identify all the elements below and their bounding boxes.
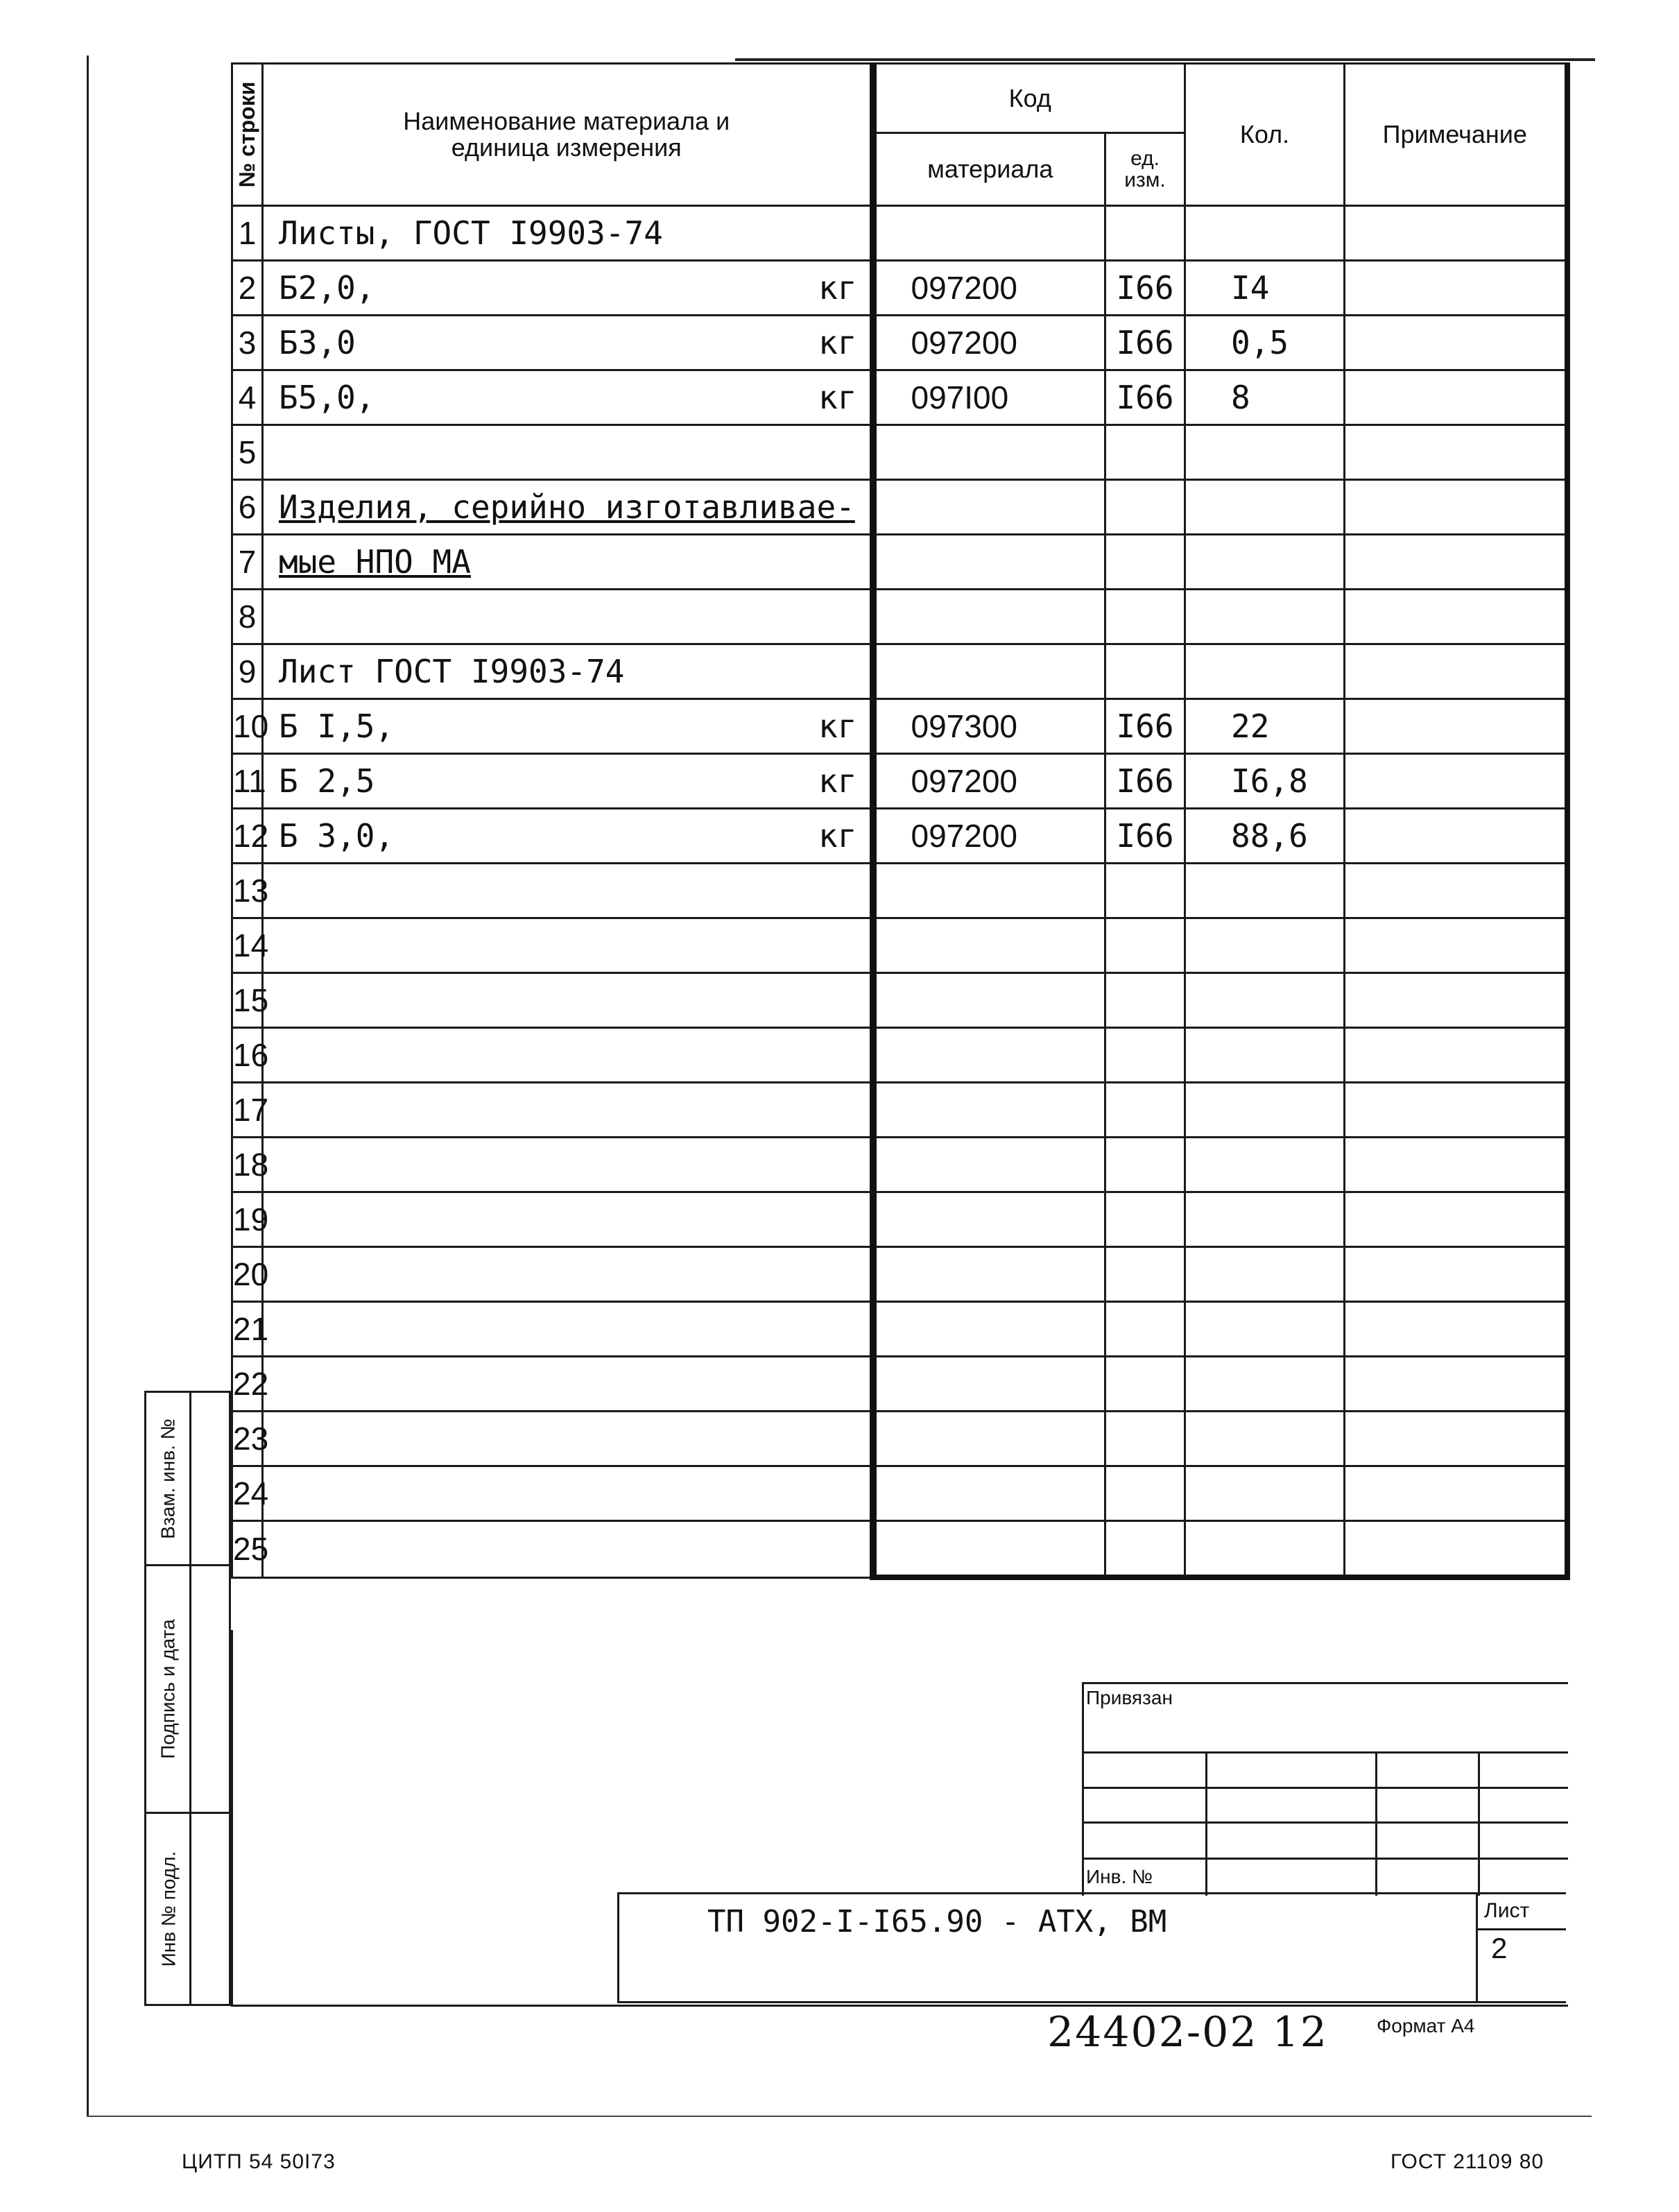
unit-code [1105,918,1185,973]
material-code [873,1083,1105,1138]
note [1345,1247,1567,1302]
unit-code [1105,1466,1185,1521]
table-row [232,754,1567,809]
row-number: 17 [232,1083,263,1138]
quantity: 88,6 [1185,809,1345,864]
unit-kg: кг [818,762,857,800]
table-row [232,1412,1567,1466]
material-code [873,1466,1105,1521]
note [1345,644,1567,699]
material-code: 097300 [873,699,1105,754]
material-name-cell [263,1247,873,1302]
quantity [1185,206,1345,261]
note [1345,699,1567,754]
table-row [232,809,1567,864]
unit-kg: кг [818,269,857,307]
note [1345,1521,1567,1578]
quantity [1185,1302,1345,1357]
unit-code [1105,590,1185,644]
quantity [1185,1521,1345,1578]
material-name-cell [263,1466,873,1521]
header-code: Код [873,64,1185,133]
frame-bottom-line [87,2116,1592,2117]
table-row [232,480,1567,535]
row-number: 24 [232,1466,263,1521]
material-name-cell [263,1028,873,1083]
quantity [1185,1357,1345,1412]
header-note: Примечание [1345,64,1567,206]
material-name-cell [263,1357,873,1412]
material-name-cell [263,1138,873,1192]
frame-top-line [735,58,1595,61]
stamp-inv-original: Инв № подл. [144,1812,231,2006]
material-name-cell [263,973,873,1028]
row-number: 21 [232,1302,263,1357]
row-number: 14 [232,918,263,973]
title-block-grid [1082,1682,1568,1896]
note [1345,1192,1567,1247]
material-code [873,425,1105,480]
table-row [232,973,1567,1028]
material-name: мые НПО МА [279,543,471,581]
unit-code [1105,425,1185,480]
material-name: Б2,0, [279,269,375,307]
row-number: 8 [232,590,263,644]
unit-kg: кг [818,708,857,745]
table-row [232,206,1567,261]
table-row [232,425,1567,480]
unit-code: I66 [1105,316,1185,370]
quantity [1185,1412,1345,1466]
material-name-cell [263,699,873,754]
table-row [232,316,1567,370]
handwritten-number: 24402-02 12 [1047,2008,1328,2057]
material-code [873,864,1105,918]
unit-code: I66 [1105,754,1185,809]
material-code [873,590,1105,644]
table-row [232,864,1567,918]
material-name-cell [263,644,873,699]
note [1345,1357,1567,1412]
unit-code: I66 [1105,261,1185,316]
unit-code: I66 [1105,699,1185,754]
unit-code [1105,1302,1185,1357]
note [1345,425,1567,480]
material-code: 097200 [873,316,1105,370]
unit-kg: кг [818,379,857,416]
material-name: Б 3,0, [279,817,395,855]
quantity [1185,1138,1345,1192]
material-name-cell [263,1302,873,1357]
unit-code [1105,480,1185,535]
note [1345,1302,1567,1357]
quantity [1185,590,1345,644]
table-row [232,644,1567,699]
material-code: 097200 [873,261,1105,316]
row-number: 11 [232,754,263,809]
header-unit-code: ед. изм. [1105,133,1185,206]
material-code [873,206,1105,261]
material-code [873,1028,1105,1083]
table-row [232,1138,1567,1192]
material-code [873,644,1105,699]
materials-table [231,62,1570,1580]
note [1345,535,1567,590]
note [1345,1028,1567,1083]
material-code: 097200 [873,809,1105,864]
quantity [1185,1083,1345,1138]
material-code [873,918,1105,973]
note [1345,918,1567,973]
unit-code: I66 [1105,809,1185,864]
row-number: 25 [232,1521,263,1578]
material-name-cell [263,535,873,590]
quantity [1185,864,1345,918]
material-name: Б 2,5 [279,762,375,800]
note [1345,206,1567,261]
quantity [1185,1192,1345,1247]
unit-code [1105,864,1185,918]
material-code [873,480,1105,535]
sheet-number: 2 [1491,1932,1508,1964]
row-number: 12 [232,809,263,864]
row-number: 1 [232,206,263,261]
row-number: 7 [232,535,263,590]
header-qty: Кол. [1185,64,1345,206]
table-row [232,918,1567,973]
quantity: I6,8 [1185,754,1345,809]
material-name-cell [263,206,873,261]
header-material-name: Наименование материала и единица измерения [263,64,873,206]
unit-code [1105,535,1185,590]
note [1345,754,1567,809]
table-row [232,1302,1567,1357]
note [1345,370,1567,425]
material-name: Лист ГОСТ I9903-74 [279,653,625,690]
material-name: Б I,5, [279,708,395,745]
material-name-cell [263,864,873,918]
note [1345,809,1567,864]
quantity [1185,1028,1345,1083]
note [1345,1466,1567,1521]
unit-code [1105,1083,1185,1138]
note [1345,261,1567,316]
material-name-cell [263,370,873,425]
material-name-cell [263,809,873,864]
note [1345,973,1567,1028]
format-label: Формат А4 [1377,2015,1475,2037]
unit-code [1105,1192,1185,1247]
unit-code [1105,973,1185,1028]
unit-code [1105,1412,1185,1466]
footer-left-code: ЦИТП 54 50I73 [182,2150,336,2173]
unit-kg: кг [818,324,857,361]
material-name-cell [263,1083,873,1138]
linked-label: Привязан [1086,1687,1173,1708]
material-code [873,1412,1105,1466]
stamp-signature-date: Подпись и дата [144,1564,231,1814]
note [1345,316,1567,370]
material-code [873,1138,1105,1192]
quantity: 8 [1185,370,1345,425]
row-number: 18 [232,1138,263,1192]
row-number: 3 [232,316,263,370]
material-name-cell [263,1521,873,1578]
table-row [232,261,1567,316]
material-code [873,1521,1105,1578]
quantity [1185,644,1345,699]
material-name-cell [263,1412,873,1466]
material-name-cell [263,918,873,973]
material-name-cell [263,316,873,370]
row-number: 22 [232,1357,263,1412]
quantity [1185,535,1345,590]
material-code: 097200 [873,754,1105,809]
unit-code [1105,1247,1185,1302]
material-name-cell [263,590,873,644]
material-name-cell [263,480,873,535]
material-code [873,535,1105,590]
unit-code [1105,1521,1185,1578]
unit-code: I66 [1105,370,1185,425]
table-row [232,1466,1567,1521]
sheet-label: Лист [1484,1899,1530,1922]
header-material-code: материала [873,133,1105,206]
material-code [873,1247,1105,1302]
unit-kg: кг [818,817,857,855]
row-number: 2 [232,261,263,316]
unit-code [1105,1138,1185,1192]
unit-code [1105,1357,1185,1412]
table-row [232,1357,1567,1412]
note [1345,864,1567,918]
material-code [873,1192,1105,1247]
note [1345,1138,1567,1192]
row-number: 5 [232,425,263,480]
material-code [873,1357,1105,1412]
table-row [232,590,1567,644]
material-name: Листы, ГОСТ I9903-74 [279,214,663,252]
inv-number-label: Инв. № [1086,1866,1153,1887]
material-name: Б3,0 [279,324,356,361]
unit-code [1105,206,1185,261]
table-row [232,1247,1567,1302]
unit-code [1105,644,1185,699]
row-number: 20 [232,1247,263,1302]
note [1345,590,1567,644]
row-number: 15 [232,973,263,1028]
row-number: 4 [232,370,263,425]
material-code: 097I00 [873,370,1105,425]
stamp-replaced-inv: Взам. инв. № [144,1391,231,1566]
table-row [232,535,1567,590]
header-row-number: № строки [232,64,263,206]
unit-code [1105,1028,1185,1083]
row-number: 9 [232,644,263,699]
material-code [873,973,1105,1028]
quantity [1185,425,1345,480]
material-name-cell [263,754,873,809]
material-name: Б5,0, [279,379,375,416]
quantity [1185,1466,1345,1521]
quantity: 0,5 [1185,316,1345,370]
footer-right-standard: ГОСТ 21109 80 [1390,2150,1544,2173]
table-row [232,1521,1567,1578]
table-row [232,1028,1567,1083]
note [1345,1412,1567,1466]
material-code [873,1302,1105,1357]
row-number: 16 [232,1028,263,1083]
table-row [232,1192,1567,1247]
quantity: I4 [1185,261,1345,316]
quantity [1185,480,1345,535]
quantity [1185,918,1345,973]
document-code: ТП 902-I-I65.90 - АТХ, ВМ [707,1904,1167,1939]
table-row [232,1083,1567,1138]
material-name: Изделия, серийно изготавливае- [279,488,855,526]
sheet-divider [1476,1928,1566,1930]
material-name-cell [263,261,873,316]
row-number: 23 [232,1412,263,1466]
material-name-cell [263,1192,873,1247]
row-number: 13 [232,864,263,918]
quantity [1185,1247,1345,1302]
row-number: 19 [232,1192,263,1247]
table-row [232,699,1567,754]
quantity [1185,973,1345,1028]
row-number: 6 [232,480,263,535]
note [1345,480,1567,535]
row-number: 10 [232,699,263,754]
table-row [232,370,1567,425]
quantity: 22 [1185,699,1345,754]
material-name-cell [263,425,873,480]
frame-left-line [87,55,89,2116]
note [1345,1083,1567,1138]
